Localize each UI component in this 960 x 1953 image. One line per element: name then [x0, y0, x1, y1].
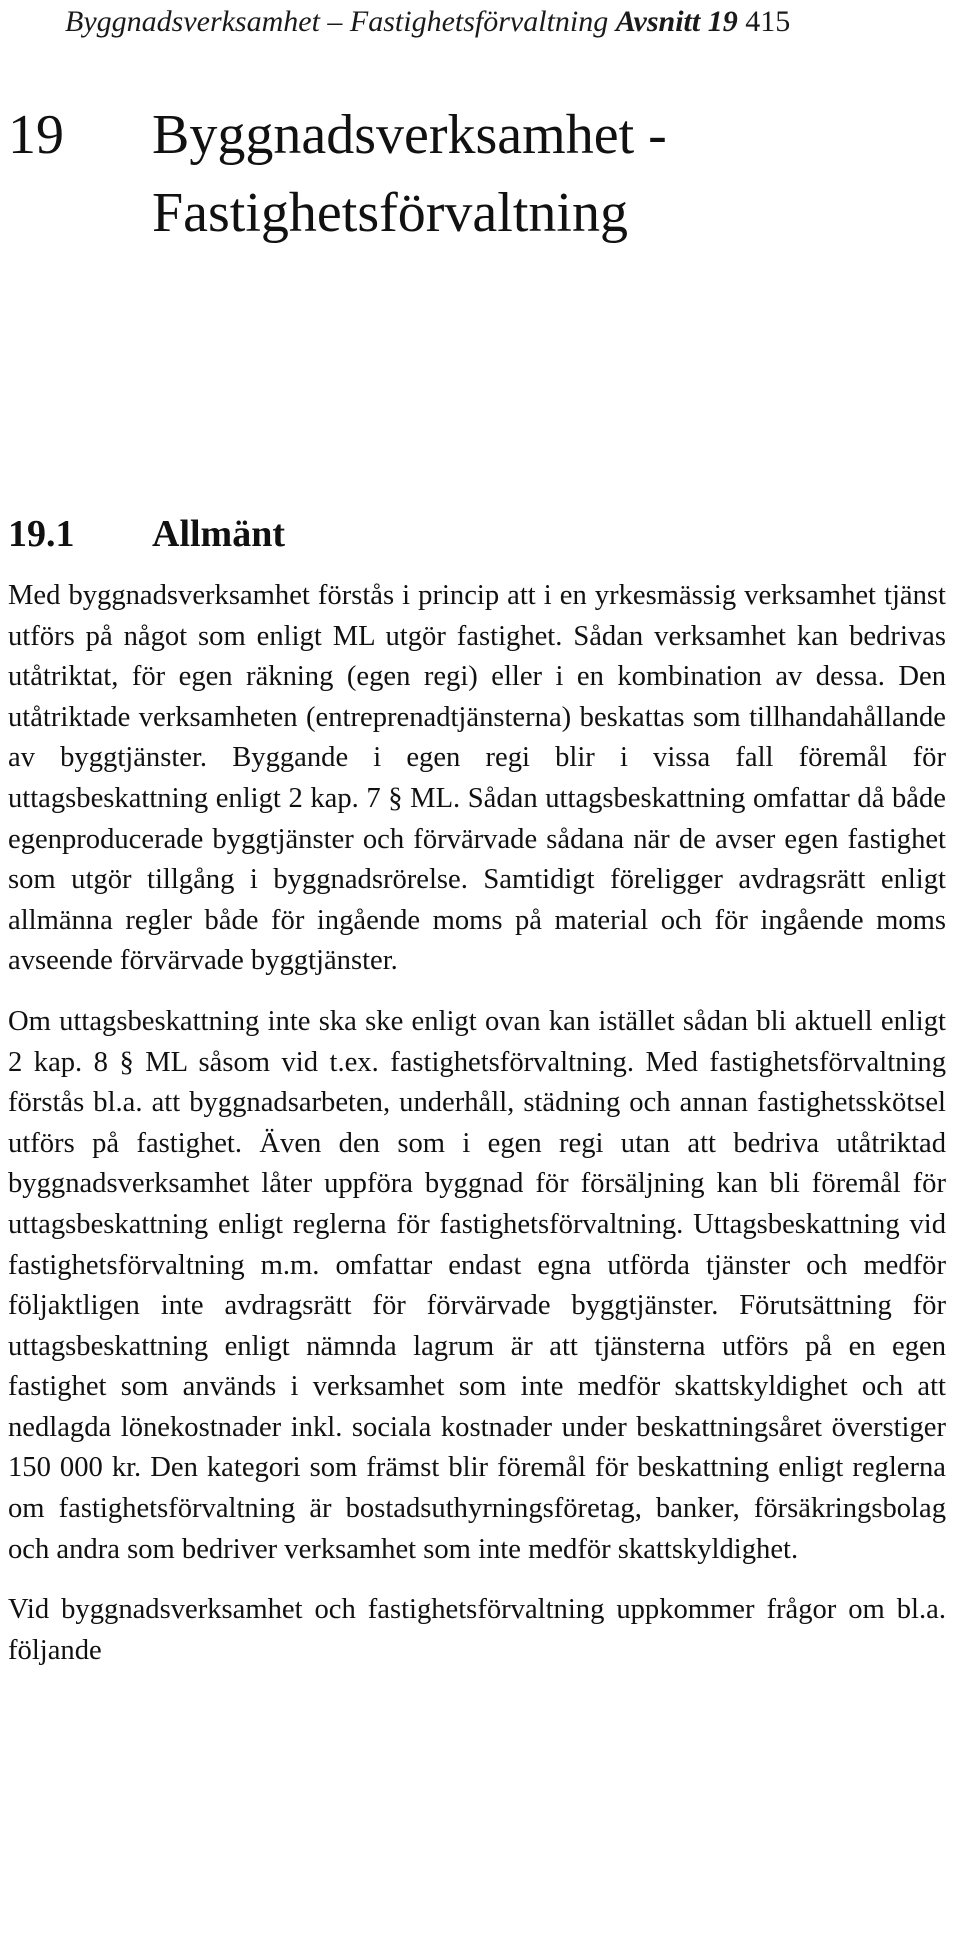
section-label: Avsnitt 19	[615, 5, 738, 38]
section-title: Allmänt	[152, 513, 285, 555]
running-title: Byggnadsverksamhet – Fastighetsförvaltning	[65, 5, 609, 38]
paragraph: Vid byggnadsverksamhet och fastighetsförvaltning uppkommer frågor om bl.a. följande	[8, 1594, 946, 1666]
body-text	[8, 576, 946, 1671]
section-heading	[8, 506, 948, 562]
chapter-heading	[8, 96, 948, 252]
section-number: 19.1	[8, 513, 75, 555]
chapter-title: Byggnadsverksamhet - Fastighetsförvaltning	[152, 104, 667, 244]
paragraph: Med byggnadsverksamhet förstås i princip att i en yrkesmässig verksamhet tjänst utförs på något som enligt ML utgör fastighet. Sådan verksamhet kan bedrivas utåtriktat, för egen räkning (egen regi) eller i en kombination av dessa. Den utåtriktade verksamheten (entreprenadtjänsterna) beskattas som tillhandahållande av byggtjänster. Byggande i egen regi blir i vissa fall föremål för uttagsbeskattning enligt 2 kap. 7 § ML. Sådan uttagsbeskattning omfattar då både egenproducerade byggtjänster och förvärvade sådana när de avser egen fastighet som utgör tillgång i byggnadsrörelse. Samtidigt föreligger avdragsrätt enligt allmänna regler både för ingående moms på material och för ingående moms avseende förvärvade byggtjänster.	[8, 580, 946, 977]
page-number: 415	[745, 5, 791, 38]
chapter-number: 19	[8, 104, 64, 166]
paragraph: Om uttagsbeskattning inte ska ske enligt ovan kan istället sådan bli aktuell enligt 2 kap. 8 § ML såsom vid t.ex. fastighetsförvaltning. Med fastighetsförvaltning förstås bl.a. att byggnadsarbeten, underhåll, städning och annan fastighetsskötsel utförs på fastighet. Även den som i egen regi utan att bedriva utåtriktad byggnadsverksamhet låter uppföra byggnad för försäljning kan bli föremål för uttagsbeskattning enligt reglerna för fastighetsförvaltning. Uttagsbeskattning vid fastighetsförvaltning m.m. omfattar endast egna utförda tjänster och medför följaktligen inte avdragsrätt för förvärvade byggtjänster. Förutsättning för uttagsbeskattning enligt nämnda lagrum är att tjänsterna utförs på en egen fastighet som används i verksamhet som inte medför skattskyldighet och att nedlagda lönekostnader inkl. sociala kostnader under beskattningsåret överstiger 150 000 kr. Den kategori som främst blir föremål för beskattning enligt reglerna om fastighetsförvaltning är bostadsuthyrningsföretag, banker, försäkringsbolag och andra som bedriver verksamhet som inte medför skattskyldighet.	[8, 1005, 946, 1565]
running-header	[65, 0, 945, 44]
